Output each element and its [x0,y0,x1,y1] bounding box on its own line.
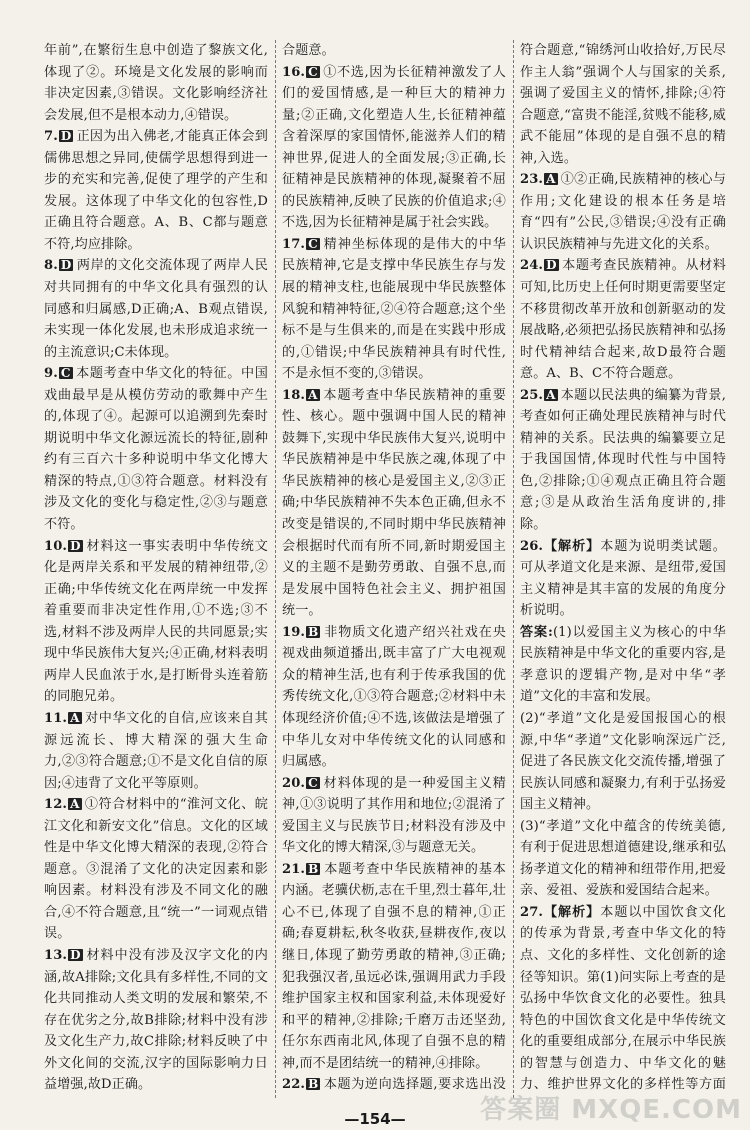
answer-text: 本题以中国饮食文化的传承为背景,考查中华文化的特点、文化的多样性、文化创新的途径等知识。第(1)问实际上考查的是弘扬中华饮食文化的必要性。独具特色的中国饮食文化是中华传统文化的重要组成部分,在展示中华民族的智慧与创造力、中华文化的魅力、维护世界文化的多样性等方面 [520,904,726,1093]
answer-text: 本题以民法典的编纂为背景,考查如何正确处理民族精神与时代精神的关系。民法典的编纂要立足于我国国情,体现时代性与中国特色,②排除;①④观点正确且符合题意;③是从政治生活角度讲的,排除。 [520,387,726,533]
answer-item [44,126,268,255]
answer-text: 材料这一事实表明中华传统文化是两岸关系和平发展的精神纽带,②正确;中华传统文化在两岸统一中发挥着重要而非决定性作用,①不选;③不选,材料不涉及两岸人民的共同愿景;实现中华民族伟大复兴;④正确,材料表明两岸人民血浓于水,是打断骨头连着筋的同胞兄弟。 [44,538,268,705]
answer-choice-badge: B [308,624,319,639]
answer-item [282,40,506,62]
answer-choice-badge: A [546,387,556,402]
answer-choice-badge: A [308,387,318,402]
answer-item [44,363,268,535]
question-number: 16. [282,64,306,80]
answer-text: 对中华文化的自信,应该来自其源远流长、博大精深的强大生命力,②③符合题意;①不是文化自信的原因;④违背了文化平等原则。 [44,710,268,791]
answer-item [520,816,726,902]
answer-choice-badge: A [546,172,556,187]
answer-text: ①②正确,民族精神的核心与作用;文化建设的根本任务是培育“四有”公民,③错误;④没有正确认识民族精神与先进文化的关系。 [520,172,726,252]
answer-item [520,40,726,169]
question-number: 26. [520,538,544,554]
column-divider [275,40,276,1098]
answer-item [282,234,506,385]
answer-item [520,536,726,622]
question-number: 7. [44,129,58,145]
answer-text: (1)以爱国主义为核心的中华民族精神是中华文化的重要内容,是孝意识的逻辑产物,是对中华“孝道”文化的丰富和发展。 [520,624,726,705]
column-right [520,40,726,1098]
question-number: 27. [520,904,544,920]
answer-text: (3)“孝道”文化中蕴含的传统美德,有利于促进思想道德建设,继承和弘扬孝道文化的精神和纽带作用,把爱亲、爱祖、爱族和爱国结合起来。 [520,818,726,899]
question-number: 11. [44,710,68,726]
answer-text: 合题意。 [282,43,335,58]
answer-text: 本题为说明类试题。可从孝道文化是来源、是纽带,爱国主义精神是其丰富的发展的角度分析说明。 [520,538,726,619]
answer-item [44,255,268,363]
answer-choice-badge: C [308,236,318,251]
answer-item [44,536,268,708]
answer-item [282,1074,506,1098]
question-number: 20. [282,775,306,791]
answer-text: 本题为逆向选择题,要求选出没 [323,1077,506,1093]
watermark-logo: 答案圈 MXQE.COM [480,1095,742,1125]
answer-text: (2)“孝道”文化是爱国报国心的根源,中华“孝道”文化影响深远广泛,促进了各民族文化交流传播,增强了民族认同感和凝聚力,有利于弘扬爱国主义精神。 [520,710,726,813]
answer-item [44,945,268,1096]
answer-choice-badge: D [70,947,81,962]
question-number: 18. [282,387,306,403]
answer-text: ①符合材料中的“淮河文化、皖江文化和新安文化”信息。文化的区域性是中华文化博大精深的表现,②符合题意。③混淆了文化的决定因素和影响因素。材料没有涉及不同文化的融合,④不符合题意,且“统一”一词观点错误。 [44,797,268,942]
answer-text: 两岸的文化交流体现了两岸人民对共同拥有的中华文化具有强烈的认同感和归属感,D正确;A、B观点错误,未实现一体化发展,也未形成追求统一的主流意识;C未体现。 [44,258,268,360]
answer-choice-badge: D [60,129,72,144]
question-number: 8. [44,258,58,274]
question-number: 19. [282,624,306,640]
answer-choice-badge: D [546,258,557,273]
answer-text: 年前”,在繁衍生息中创造了黎族文化,体现了②。环境是文化发展的影响而非决定因素,③错误。文化影响经济社会发展,但不是根本动力,④错误。 [44,43,268,123]
answer-item [520,622,726,708]
answer-item [282,622,506,773]
answer-item [520,255,726,384]
question-number: 13. [44,947,68,963]
answer-choice-badge: A [70,797,80,812]
answer-text: 本题考查中华民族精神的重要性、核心。题中强调中国人民的精神鼓舞下,实现中华民族伟大复兴,说明中华民族精神是中华民族之魂,体现了中华民族精神的核心是爱国主义,②③正确;中华民族精神不失本色正确,但永不改变是错误的,不同时期中华民族精神会根据时代而有所不同,新时期爱国主义的主题不是勤劳勇敢、自强不息,而是发展中国特色社会主义、拥护祖国统一。 [282,387,506,619]
column-middle [282,40,506,1098]
answer-item [44,40,268,126]
answer-text: 材料体现的是一种爱国主义精神,①③说明了其作用和地位;②混淆了爱国主义与民族节日;材料没有涉及中华文化的博大精深,③与题意无关。 [282,775,506,856]
answer-choice-badge: A [70,710,80,725]
column-left [44,40,268,1098]
answer-item [282,773,506,859]
answer-item [44,1096,268,1098]
question-number: 21. [282,861,306,877]
answer-choice-badge: C [308,64,318,79]
bold-label: 答案: [520,624,553,640]
answer-text: 本题考查民族精神。从材料可知,比历史上任何时期更需要坚定不移贯彻改革开放和创新驱动的发展战略,必须把弘扬民族精神和弘扬时代精神结合起来,故D最符合题意。A、B、C不符合题意。 [520,258,726,382]
answer-choice-badge: C [308,775,318,790]
question-number: 25. [520,387,544,403]
question-number: 9. [44,366,58,382]
answer-text: 本题考查中华文化的特征。中国戏曲最早是从模仿劳动的歌舞中产生的,体现了④。起源可以追溯到先秦时期说明中华文化源远流长的特征,剧种约有三百六十多种说明中华文化博大精深的特点,①③符合题意。材料没有涉及文化的变化与稳定性,②③与题意不符。 [44,366,268,533]
bold-label: 【解析】 [543,538,601,554]
answer-text: 正因为出入佛老,才能真正体会到儒佛思想之异同,使儒学思想得到进一步的充实和完善,促使了理学的产生和发展。这体现了中华文化的包容性,D正确且符合题意。A、B、C都与题意不符,均应排除。 [44,129,268,252]
question-number: 24. [520,258,544,274]
answer-item [44,794,268,945]
answer-choice-badge: C [60,366,71,381]
answer-text: ①不选,因为长征精神激发了人们的爱国情感,是一种巨大的精神力量;②正确,文化塑造人生,长征精神蕴含着深厚的家国情怀,能滋养人们的精神世界,促进人的全面发展;③正确,长征精神是民族精神的体现,凝聚着不屈的民族精神,反映了民族的价值追求;④不选,因为长征精神是属于社会实践。 [282,64,506,231]
bold-label: 【解析】 [543,904,601,920]
page-number-text: —154— [344,1110,406,1128]
answer-text: 精神坐标体现的是伟大的中华民族精神,它是支撑中华民族生存与发展的精神支柱,也能展现中华民族整体风貌和精神特征,②④符合题意;这个坐标不是与生俱来的,而是在实践中形成的,①错误;中华民族精神具有时代性,不是永恒不变的,③错误。 [282,236,506,382]
answer-text: 本题考查中华民族精神的基本内涵。老骥伏枥,志在千里,烈士暮年,壮心不已,体现了自强不息的精神,①正确;春夏耕耘,秋冬收获,昼耕夜作,夜以继日,体现了勤劳勇敢的精神,③正确;犯我强汉者,虽远必诛,强调用武力手段维护国家主权和国家利益,未体现爱好和平的精神,②排除;千磨万击还坚劲,任尔东西南北风,体现了自强不息的精神,而不是团结统一的精神,④排除。 [282,861,506,1071]
answer-text: 符合题意,“锦绣河山收拾好,万民尽作主人翁”强调个人与国家的关系,强调了爱国主义的情怀,排除;④符合题意,“富贵不能淫,贫贱不能移,威武不能屈”体现的是自强不息的精神,入选。 [520,43,726,166]
answer-item [520,708,726,816]
answer-page [44,40,726,1100]
answer-item [44,708,268,794]
answer-text: 非物质文化遗产绍兴社戏在央视戏曲频道播出,既丰富了广大电视观众的精神生活,也有利于传承我国的优秀传统文化,①③符合题意;②材料中未体现经济价值;④不选,该做法是增强了中华儿女对中华传统文化的认同感和归属感。 [282,624,506,770]
answer-item [282,62,506,234]
column-divider [513,40,514,1098]
answer-choice-badge: B [308,1077,319,1092]
answer-choice-badge: B [308,861,319,876]
question-number: 17. [282,236,306,252]
question-number: 12. [44,797,68,813]
answer-item [282,859,506,1074]
answer-text: 材料中没有涉及汉字文化的内涵,故A排除;文化具有多样性,不同的文化共同推动人类文明的发展和繁荣,不存在优劣之分,故B排除;材料中没有涉及文化生产力,故C排除;材料反映了中外文化间的交流,汉字的国际影响力日益增强,故D正确。 [44,947,268,1093]
answer-choice-badge: D [70,538,81,553]
answer-choice-badge: D [60,258,72,273]
answer-item [520,902,726,1098]
answer-item [520,385,726,536]
question-number: 23. [520,172,544,188]
question-number: 10. [44,538,68,554]
answer-item [282,385,506,622]
question-number: 22. [282,1077,306,1093]
answer-item [520,169,726,255]
